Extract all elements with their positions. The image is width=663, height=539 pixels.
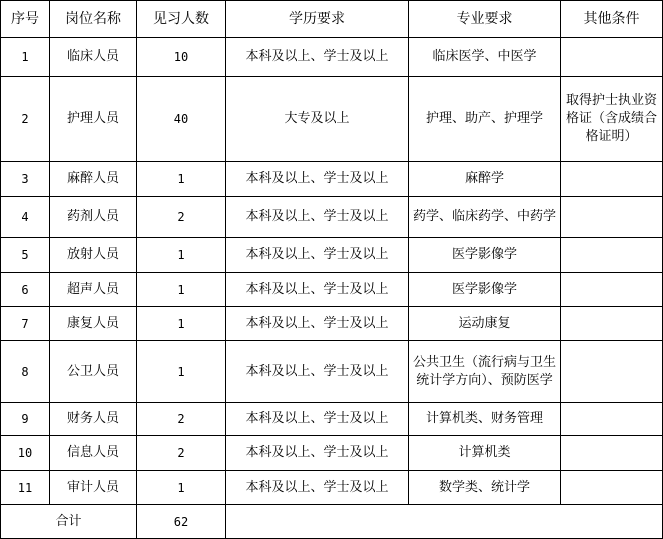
cell-other (561, 436, 663, 471)
cell-major: 医学影像学 (409, 238, 561, 273)
total-row (1, 505, 663, 539)
cell-major: 公共卫生（流行病与卫生统计学方向）、预防医学 (409, 341, 561, 403)
cell-other (561, 162, 663, 197)
table-row (1, 197, 663, 238)
cell-education: 本科及以上、学士及以上 (226, 341, 409, 403)
cell-position: 放射人员 (50, 238, 137, 273)
cell-major: 临床医学、中医学 (409, 38, 561, 77)
cell-other (561, 471, 663, 505)
header-education: 学历要求 (226, 1, 409, 38)
cell-no: 10 (1, 436, 50, 471)
cell-position: 审计人员 (50, 471, 137, 505)
cell-position: 超声人员 (50, 273, 137, 307)
table-row (1, 341, 663, 403)
cell-no: 5 (1, 238, 50, 273)
cell-education: 本科及以上、学士及以上 (226, 471, 409, 505)
cell-major: 数学类、统计学 (409, 471, 561, 505)
header-major: 专业要求 (409, 1, 561, 38)
cell-other (561, 403, 663, 436)
cell-education: 本科及以上、学士及以上 (226, 273, 409, 307)
table-row (1, 162, 663, 197)
cell-position: 护理人员 (50, 77, 137, 162)
cell-position: 药剂人员 (50, 197, 137, 238)
cell-other (561, 273, 663, 307)
table-row (1, 403, 663, 436)
cell-count: 10 (137, 38, 226, 77)
total-empty (226, 505, 663, 539)
table-row (1, 77, 663, 162)
cell-other: 取得护士执业资格证（含成绩合格证明） (561, 77, 663, 162)
cell-education: 本科及以上、学士及以上 (226, 436, 409, 471)
cell-major: 药学、临床药学、中药学 (409, 197, 561, 238)
table-row (1, 38, 663, 77)
cell-education: 本科及以上、学士及以上 (226, 38, 409, 77)
table-row (1, 307, 663, 341)
total-count: 62 (137, 505, 226, 539)
table-row (1, 273, 663, 307)
cell-other (561, 197, 663, 238)
cell-no: 8 (1, 341, 50, 403)
total-label: 合计 (1, 505, 137, 539)
cell-no: 4 (1, 197, 50, 238)
header-count: 见习人数 (137, 1, 226, 38)
cell-no: 7 (1, 307, 50, 341)
cell-no: 2 (1, 77, 50, 162)
cell-education: 本科及以上、学士及以上 (226, 162, 409, 197)
cell-position: 信息人员 (50, 436, 137, 471)
cell-major: 运动康复 (409, 307, 561, 341)
cell-education: 大专及以上 (226, 77, 409, 162)
cell-major: 麻醉学 (409, 162, 561, 197)
cell-position: 临床人员 (50, 38, 137, 77)
cell-no: 6 (1, 273, 50, 307)
cell-position: 康复人员 (50, 307, 137, 341)
cell-count: 1 (137, 307, 226, 341)
cell-other (561, 38, 663, 77)
cell-count: 2 (137, 403, 226, 436)
cell-count: 2 (137, 197, 226, 238)
cell-education: 本科及以上、学士及以上 (226, 197, 409, 238)
header-other: 其他条件 (561, 1, 663, 38)
table-row (1, 436, 663, 471)
cell-no: 1 (1, 38, 50, 77)
cell-other (561, 341, 663, 403)
cell-count: 1 (137, 238, 226, 273)
cell-major: 医学影像学 (409, 273, 561, 307)
cell-count: 1 (137, 162, 226, 197)
cell-count: 1 (137, 471, 226, 505)
cell-count: 2 (137, 436, 226, 471)
cell-major: 护理、助产、护理学 (409, 77, 561, 162)
cell-position: 麻醉人员 (50, 162, 137, 197)
cell-position: 公卫人员 (50, 341, 137, 403)
cell-major: 计算机类 (409, 436, 561, 471)
cell-no: 9 (1, 403, 50, 436)
cell-education: 本科及以上、学士及以上 (226, 307, 409, 341)
table-row (1, 471, 663, 505)
header-position: 岗位名称 (50, 1, 137, 38)
cell-count: 1 (137, 341, 226, 403)
table-row (1, 238, 663, 273)
cell-education: 本科及以上、学士及以上 (226, 238, 409, 273)
cell-count: 1 (137, 273, 226, 307)
cell-position: 财务人员 (50, 403, 137, 436)
header-no: 序号 (1, 1, 50, 38)
cell-education: 本科及以上、学士及以上 (226, 403, 409, 436)
cell-major: 计算机类、财务管理 (409, 403, 561, 436)
cell-other (561, 238, 663, 273)
cell-no: 11 (1, 471, 50, 505)
header-row (1, 1, 663, 38)
cell-count: 40 (137, 77, 226, 162)
cell-no: 3 (1, 162, 50, 197)
cell-other (561, 307, 663, 341)
